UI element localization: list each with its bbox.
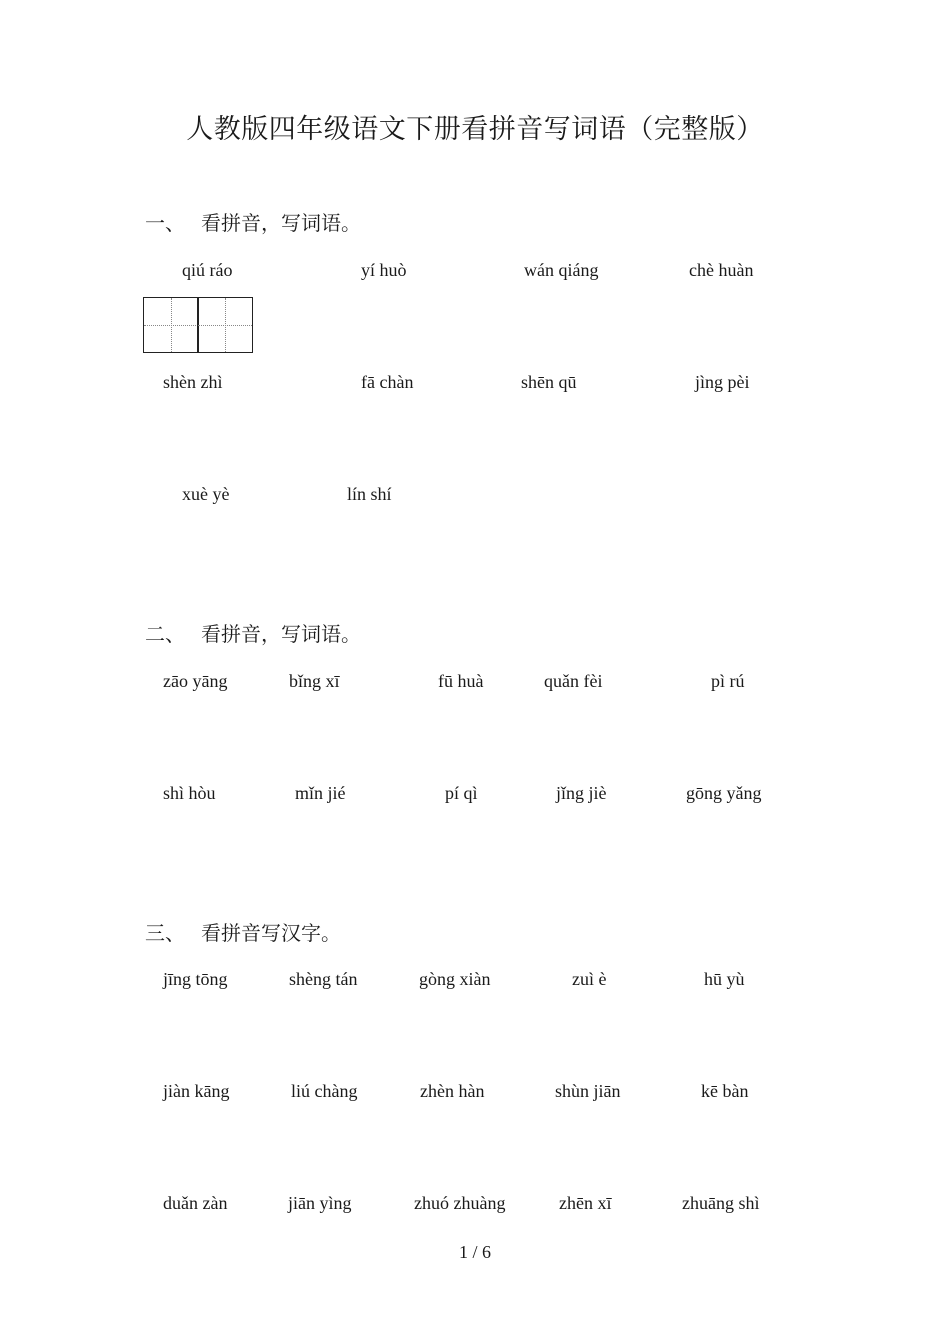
section-3-instruction: 看拼音写汉字。 bbox=[201, 921, 341, 945]
section-2-heading bbox=[145, 621, 361, 647]
pinyin-item: zhèn hàn bbox=[420, 1081, 485, 1101]
pinyin-item: liú chàng bbox=[291, 1081, 358, 1101]
pinyin-item: fā chàn bbox=[361, 372, 414, 392]
pinyin-item: pí qì bbox=[445, 783, 478, 803]
pinyin-item: shèn zhì bbox=[163, 372, 223, 392]
pinyin-item: gōng yǎng bbox=[686, 783, 762, 803]
pinyin-item: pì rú bbox=[711, 671, 745, 691]
section-3-heading bbox=[145, 920, 341, 946]
pinyin-item: gòng xiàn bbox=[419, 969, 491, 989]
pinyin-item: fū huà bbox=[438, 671, 484, 691]
section-1-instruction: 看拼音，写词语。 bbox=[201, 211, 361, 235]
pinyin-item: wán qiáng bbox=[524, 260, 599, 280]
pinyin-item: yí huò bbox=[361, 260, 407, 280]
pinyin-item: zhēn xī bbox=[559, 1193, 612, 1213]
pinyin-item: hū yù bbox=[704, 969, 745, 989]
pinyin-item: jīng tōng bbox=[163, 969, 228, 989]
pinyin-item: jìng pèi bbox=[695, 372, 750, 392]
pinyin-item: zāo yāng bbox=[163, 671, 228, 691]
section-2-number: 二、 bbox=[145, 622, 185, 646]
pinyin-item: shì hòu bbox=[163, 783, 216, 803]
pinyin-item: quǎn fèi bbox=[544, 671, 603, 691]
pinyin-item: shùn jiān bbox=[555, 1081, 621, 1101]
section-3-number: 三、 bbox=[145, 921, 185, 945]
pinyin-item: jǐng jiè bbox=[556, 783, 607, 803]
section-1-heading bbox=[145, 210, 361, 236]
pinyin-item: shèng tán bbox=[289, 969, 358, 989]
pinyin-item: jiān yìng bbox=[288, 1193, 352, 1213]
writing-grid-cell[interactable] bbox=[143, 297, 199, 353]
writing-grid-cell[interactable] bbox=[197, 297, 253, 353]
pinyin-item: shēn qū bbox=[521, 372, 577, 392]
pinyin-item: lín shí bbox=[347, 484, 392, 504]
page-number: 1 / 6 bbox=[458, 1242, 491, 1262]
section-2-instruction: 看拼音，写词语。 bbox=[201, 622, 361, 646]
pinyin-item: bǐng xī bbox=[289, 671, 340, 691]
pinyin-item: duǎn zàn bbox=[163, 1193, 228, 1213]
pinyin-item: jiàn kāng bbox=[163, 1081, 230, 1101]
pinyin-item: zuì è bbox=[572, 969, 607, 989]
pinyin-item: chè huàn bbox=[689, 260, 754, 280]
pinyin-item: kē bàn bbox=[701, 1081, 749, 1101]
pinyin-item: zhuāng shì bbox=[682, 1193, 760, 1213]
document-title: 人教版四年级语文下册看拼音写词语（完整版） bbox=[186, 114, 764, 145]
pinyin-item: mǐn jié bbox=[295, 783, 346, 803]
pinyin-item: qiú ráo bbox=[182, 260, 233, 280]
writing-grid-boxes[interactable] bbox=[143, 297, 255, 354]
section-1-number: 一、 bbox=[145, 211, 185, 235]
pinyin-item: zhuó zhuàng bbox=[414, 1193, 506, 1213]
pinyin-item: xuè yè bbox=[182, 484, 230, 504]
